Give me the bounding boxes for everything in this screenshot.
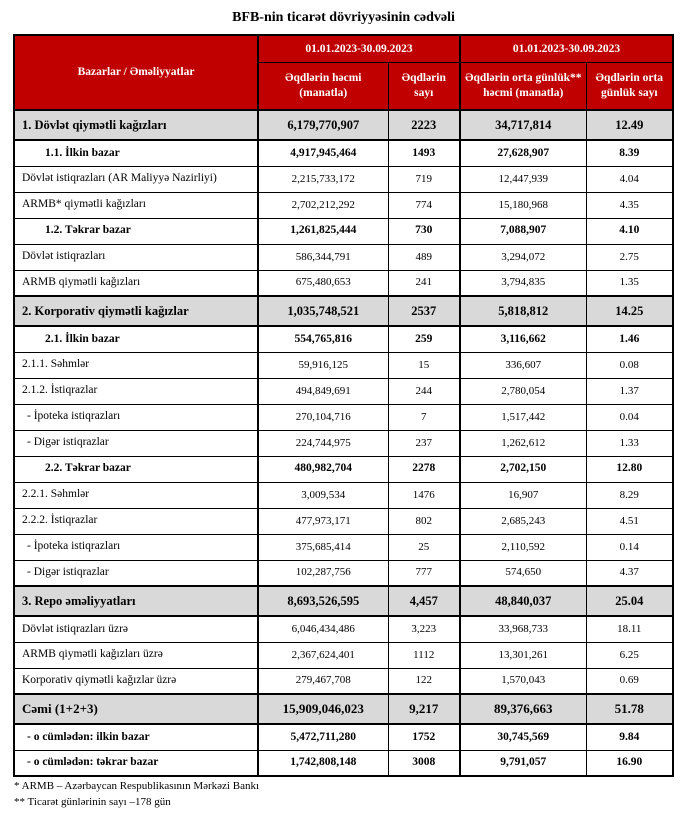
row-label: - İpoteka istiqrazları [14,534,258,560]
cell-avg-count: 0.14 [586,534,673,560]
cell-avg-count: 4.35 [586,192,673,218]
cell-avg-volume: 3,794,835 [460,270,586,296]
cell-volume: 6,179,770,907 [258,110,388,140]
cell-avg-count: 4.04 [586,166,673,192]
table-row [14,326,673,352]
cell-volume: 1,035,748,521 [258,296,388,326]
cell-avg-volume: 33,968,733 [460,616,586,642]
row-label: 1.1. İlkin bazar [14,140,258,166]
cell-volume: 586,344,791 [258,244,388,270]
cell-avg-volume: 5,818,812 [460,296,586,326]
table-header [14,35,673,110]
row-label: ARMB qiymətli kağızları üzrə [14,642,258,668]
cell-count: 3008 [388,750,460,776]
row-label: Dövlət istiqrazları [14,244,258,270]
row-label: 2.2. Təkrar bazar [14,456,258,482]
cell-volume: 494,849,691 [258,378,388,404]
table-row [14,218,673,244]
cell-count: 2537 [388,296,460,326]
table-row [14,750,673,776]
cell-avg-volume: 13,301,261 [460,642,586,668]
cell-avg-volume: 30,745,569 [460,724,586,750]
cell-avg-volume: 2,702,150 [460,456,586,482]
cell-volume: 477,973,171 [258,508,388,534]
cell-volume: 375,685,414 [258,534,388,560]
table-row [14,244,673,270]
table-row [14,586,673,616]
cell-avg-count: 18.11 [586,616,673,642]
cell-volume: 675,480,653 [258,270,388,296]
table-row [14,404,673,430]
cell-avg-volume: 12,447,939 [460,166,586,192]
cell-count: 259 [388,326,460,352]
row-label: ARMB* qiymətli kağızları [14,192,258,218]
row-label: - İpoteka istiqrazları [14,404,258,430]
cell-count: 2278 [388,456,460,482]
footnote-armb: * ARMB – Azərbaycan Respublikasının Mərkəzi Bankı [14,780,260,792]
header-row-periods [14,35,673,62]
table-row [14,166,673,192]
cell-avg-volume: 2,685,243 [460,508,586,534]
cell-avg-count: 4.10 [586,218,673,244]
header-avg-daily-count: Əqdlərin orta günlük sayı [586,62,673,110]
cell-count: 7 [388,404,460,430]
cell-count: 122 [388,668,460,694]
cell-volume: 2,215,733,172 [258,166,388,192]
table-row [14,270,673,296]
table-row [14,482,673,508]
cell-avg-count: 2.75 [586,244,673,270]
cell-count: 15 [388,352,460,378]
cell-avg-volume: 2,780,054 [460,378,586,404]
cell-avg-volume: 2,110,592 [460,534,586,560]
cell-avg-count: 12.49 [586,110,673,140]
cell-count: 730 [388,218,460,244]
cell-avg-volume: 3,116,662 [460,326,586,352]
cell-count: 777 [388,560,460,586]
row-label: 1.2. Təkrar bazar [14,218,258,244]
cell-volume: 8,693,526,595 [258,586,388,616]
cell-avg-count: 1.35 [586,270,673,296]
cell-avg-volume: 34,717,814 [460,110,586,140]
row-label: 1. Dövlət qiymətli kağızları [14,110,258,140]
cell-volume: 1,261,825,444 [258,218,388,244]
cell-avg-count: 4.37 [586,560,673,586]
row-label: Cəmi (1+2+3) [14,694,258,724]
cell-count: 719 [388,166,460,192]
cell-avg-count: 1.33 [586,430,673,456]
cell-avg-count: 51.78 [586,694,673,724]
cell-count: 25 [388,534,460,560]
row-label: - o cümlədən: ilkin bazar [14,724,258,750]
cell-avg-volume: 1,517,442 [460,404,586,430]
cell-count: 244 [388,378,460,404]
cell-avg-count: 4.51 [586,508,673,534]
row-label: Dövlət istiqrazları üzrə [14,616,258,642]
row-label: 2.2.2. İstiqrazlar [14,508,258,534]
table-body [14,110,673,776]
cell-volume: 270,104,716 [258,404,388,430]
row-label: Dövlət istiqrazları (AR Maliyyə Nazirliyi) [14,166,258,192]
cell-volume: 15,909,046,023 [258,694,388,724]
table-row [14,430,673,456]
table-row [14,378,673,404]
table-row [14,456,673,482]
cell-count: 489 [388,244,460,270]
row-label: 2.2.1. Səhmlər [14,482,258,508]
cell-avg-count: 0.04 [586,404,673,430]
turnover-table [13,34,674,777]
row-label: 2.1.1. Səhmlər [14,352,258,378]
row-label: Korporativ qiymətli kağızlar üzrə [14,668,258,694]
header-period-1: 01.01.2023-30.09.2023 [258,35,460,62]
cell-avg-count: 0.08 [586,352,673,378]
row-label: - Digər istiqrazlar [14,430,258,456]
table-row [14,110,673,140]
cell-count: 2223 [388,110,460,140]
cell-avg-count: 1.46 [586,326,673,352]
cell-avg-count: 1.37 [586,378,673,404]
cell-volume: 3,009,534 [258,482,388,508]
cell-count: 802 [388,508,460,534]
cell-volume: 2,367,624,401 [258,642,388,668]
cell-count: 241 [388,270,460,296]
header-avg-daily-volume: Əqdlərin orta günlük** həcmi (manatla) [460,62,586,110]
cell-volume: 279,467,708 [258,668,388,694]
footnotes [14,779,673,811]
table-row [14,296,673,326]
cell-avg-volume: 16,907 [460,482,586,508]
cell-avg-count: 0.69 [586,668,673,694]
cell-count: 237 [388,430,460,456]
table-row [14,724,673,750]
cell-count: 4,457 [388,586,460,616]
header-deal-volume: Əqdlərin həcmi (manatla) [258,62,388,110]
header-deal-count: Əqdlərin sayı [388,62,460,110]
header-period-2: 01.01.2023-30.09.2023 [460,35,673,62]
cell-avg-volume: 574,650 [460,560,586,586]
footnote-trading-days: ** Ticarət günlərinin sayı –178 gün [14,795,171,808]
cell-count: 3,223 [388,616,460,642]
cell-avg-volume: 1,262,612 [460,430,586,456]
cell-avg-volume: 15,180,968 [460,192,586,218]
cell-avg-count: 16.90 [586,750,673,776]
cell-volume: 102,287,756 [258,560,388,586]
table-row [14,560,673,586]
cell-count: 9,217 [388,694,460,724]
table-row [14,694,673,724]
cell-count: 1476 [388,482,460,508]
cell-volume: 480,982,704 [258,456,388,482]
cell-count: 1493 [388,140,460,166]
cell-volume: 2,702,212,292 [258,192,388,218]
cell-avg-volume: 27,628,907 [460,140,586,166]
cell-volume: 554,765,816 [258,326,388,352]
cell-volume: 224,744,975 [258,430,388,456]
row-label: 2. Korporativ qiymətli kağızlar [14,296,258,326]
cell-count: 1752 [388,724,460,750]
cell-avg-volume: 89,376,663 [460,694,586,724]
table-row [14,668,673,694]
cell-avg-count: 6.25 [586,642,673,668]
table-row [14,616,673,642]
cell-avg-volume: 9,791,057 [460,750,586,776]
cell-volume: 1,742,808,148 [258,750,388,776]
row-label: - o cümlədən: təkrar bazar [14,750,258,776]
row-label: 3. Repo əməliyyatları [14,586,258,616]
row-label: ARMB qiymətli kağızları [14,270,258,296]
table-row [14,508,673,534]
cell-avg-volume: 48,840,037 [460,586,586,616]
row-label: 2.1.2. İstiqrazlar [14,378,258,404]
cell-avg-count: 14.25 [586,296,673,326]
cell-avg-volume: 336,607 [460,352,586,378]
table-row [14,534,673,560]
table-row [14,352,673,378]
table-row [14,192,673,218]
cell-volume: 5,472,711,280 [258,724,388,750]
cell-avg-count: 12.80 [586,456,673,482]
cell-avg-volume: 1,570,043 [460,668,586,694]
cell-volume: 4,917,945,464 [258,140,388,166]
cell-avg-count: 8.29 [586,482,673,508]
cell-avg-count: 8.39 [586,140,673,166]
cell-count: 774 [388,192,460,218]
page-title: BFB-nin ticarət dövriyyəsinin cədvəli [232,10,455,25]
cell-count: 1112 [388,642,460,668]
cell-volume: 59,916,125 [258,352,388,378]
row-label: 2.1. İlkin bazar [14,326,258,352]
cell-avg-volume: 3,294,072 [460,244,586,270]
table-row [14,140,673,166]
cell-avg-count: 25.04 [586,586,673,616]
cell-avg-volume: 7,088,907 [460,218,586,244]
cell-avg-count: 9.84 [586,724,673,750]
header-markets-operations: Bazarlar / Əməliyyatlar [14,35,258,110]
row-label: - Digər istiqrazlar [14,560,258,586]
cell-volume: 6,046,434,486 [258,616,388,642]
table-row [14,642,673,668]
